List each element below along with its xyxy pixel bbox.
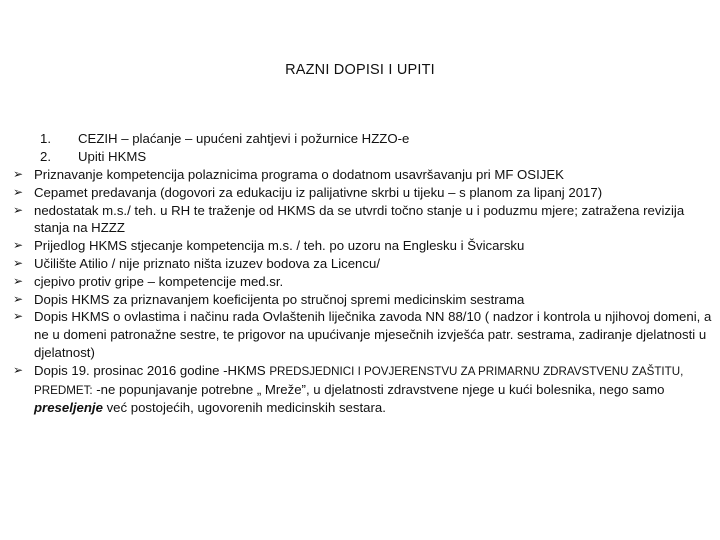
arrow-bullet-icon: ➢ [13, 167, 24, 181]
bullet-item [13, 202, 715, 238]
bullet-item [13, 237, 715, 255]
numbered-item [40, 148, 409, 166]
arrow-bullet-icon: ➢ [13, 255, 24, 270]
item-number: 2. [40, 149, 51, 164]
arrow-bullet-icon: ➢ [13, 202, 24, 217]
arrow-bullet-icon: ➢ [13, 362, 24, 377]
bullet-item [13, 291, 715, 309]
item-text: Upiti HKMS [78, 149, 147, 164]
bullet-text: cjepivo protiv gripe – kompetencije med.sr. [34, 273, 284, 289]
arrow-bullet-icon: ➢ [13, 238, 24, 253]
bullet-text-part: -ne popunjavanje potrebne „ Mreže”, u djelatnosti zdravstvene njege u kući bolesnika, nego samo [92, 381, 665, 397]
bullet-item [13, 255, 715, 273]
emphasized-word: preseljenje [34, 400, 103, 416]
slide-title: RAZNI DOPISI I UPITI [285, 62, 435, 78]
numbered-item [40, 130, 409, 148]
item-text: CEZIH – plaćanje – upućeni zahtjevi i požurnice HZZO-e [78, 131, 410, 146]
bullet-text: Učilište Atilio / nije priznato ništa izuzev bodova za Licencu/ [34, 255, 380, 271]
bullet-list [13, 166, 715, 417]
bullet-item [13, 184, 715, 202]
arrow-bullet-icon: ➢ [13, 309, 24, 324]
item-number: 1. [40, 131, 51, 146]
arrow-bullet-icon: ➢ [13, 184, 24, 199]
arrow-bullet-icon: ➢ [13, 291, 24, 306]
bullet-item [13, 166, 715, 184]
bullet-text: Prijedlog HKMS stjecanje kompetencija m.s. / teh. po uzoru na Englesku i Švicarsku [34, 238, 525, 254]
bullet-text: Dopis HKMS za priznavanjem koeficijenta po stručnoj spremi medicinskim sestrama [34, 291, 525, 307]
bullet-text: Cepamet predavanja (dogovori za edukaciju iz palijativne skrbi u tijeku – s planom za lipanj 2017) [34, 184, 603, 200]
recipient-caps-text: PREDSJEDNICI I POVJERENSTVU ZA PRIMARNU ZDRAVSTVENU ZAŠTITU, PREDMET: [34, 364, 684, 397]
bullet-item [13, 362, 715, 417]
bullet-item [13, 273, 715, 291]
bullet-text: Priznavanje kompetencija polaznicima programa o dodatnom usavršavanju pri MF OSIJEK [34, 167, 564, 182]
numbered-list [40, 130, 409, 166]
bullet-text: Dopis HKMS o ovlastima i načinu rada Ovlaštenih liječnika zavoda NN 88/10 ( nadzor i kontrola u njihovoj domeni, a ne u domeni patronažne sestre, te prigovor na upućivanje mjesečnih izvješća patr. sestrama, zadiranje djelatnosti u djelatnost) [34, 309, 712, 360]
arrow-bullet-icon: ➢ [13, 273, 24, 288]
bullet-text-part: već postojećih, ugovorenih medicinskih sestara. [102, 400, 386, 416]
bullet-item [13, 308, 715, 361]
bullet-text-part: Dopis 19. prosinac 2016 godine -HKMS [34, 362, 270, 378]
bullet-text: nedostatak m.s./ teh. u RH te traženje od HKMS da se utvrdi točno stanje u i poduzmu mjere; zatražena revizija stanja na HZZZ [34, 202, 685, 236]
